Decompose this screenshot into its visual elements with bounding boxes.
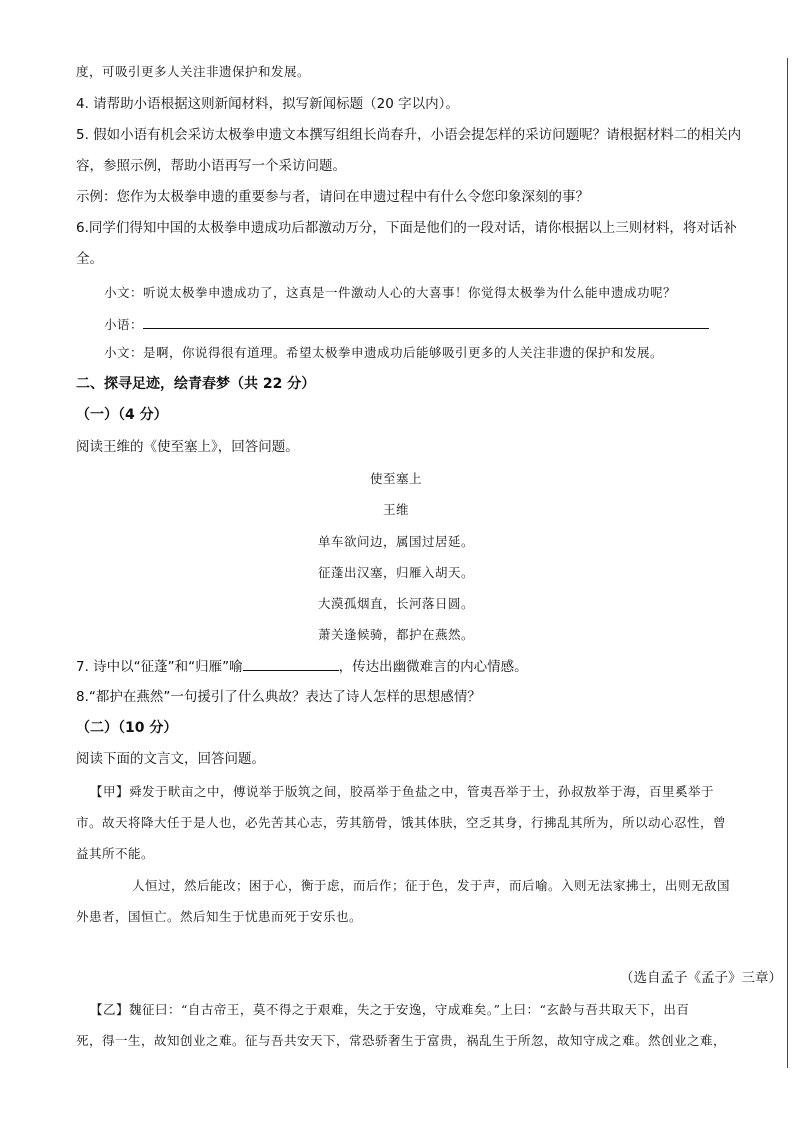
poem-author: 王维 [382, 502, 409, 517]
poem-instruction: 阅读王维的《使至塞上》，回答问题。 [76, 439, 299, 455]
dialogue-xiaoyu-label: 小语： [104, 317, 144, 332]
question-8: 8.“都护在燕然”一句援引了什么典故？表达了诗人怎样的思想感情？ [76, 689, 481, 705]
source-citation: （选自孟子《孟子》三章） [620, 970, 782, 986]
passage-yi-line: 【乙】魏征曰：“自古帝王，莫不得之于艰难，失之于安逸，守成难矣。”上曰：“玄龄与吾共取天下，出百 [90, 1002, 690, 1017]
poem-title: 使至塞上 [369, 471, 422, 486]
dialogue-xiaowen-2: 小文：是啊，你说得很有道理。希望太极拳申遗成功后能够吸引更多的人关注非遗的保护和发展。 [104, 345, 664, 360]
question-7-suffix: ，传达出幽微难言的内心情感。 [338, 659, 528, 675]
answer-blank[interactable] [243, 656, 339, 671]
subsection-2-heading: （二）（10 分） [76, 720, 178, 736]
poem-line: 萧关逢候骑，都护在燕然。 [317, 627, 474, 642]
question-4: 4. 请帮助小语根据这则新闻材料，拟写新闻标题（20 字以内）。 [76, 96, 459, 112]
classical-instruction: 阅读下面的文言文，回答问题。 [76, 751, 265, 767]
passage-jia-line: 益其所不能。 [76, 846, 155, 861]
poem-line: 征蓬出汉塞，归雁入胡天。 [317, 565, 474, 580]
question-6-cont: 全。 [76, 251, 103, 267]
subsection-1-heading: （一）（4 分） [76, 407, 168, 423]
question-5: 5. 假如小语有机会采访太极拳申遗文本撰写组组长尚春升，小语会提怎样的采访问题呢？请根据材料二的相关内 [76, 127, 742, 143]
question-7-prefix: 7. 诗中以“征蓬”和“归雁”喻 [76, 659, 243, 675]
dialogue-xiaoyu [104, 314, 764, 335]
answer-blank[interactable] [143, 314, 709, 329]
passage-jia-line: 市。故天将降大任于是人也，必先苦其心志，劳其筋骨，饿其体肤，空乏其身，行拂乱其所为，所以动心忍性，曾 [76, 815, 727, 830]
poem-line: 单车欲问边，属国过居延。 [317, 534, 474, 549]
question-7 [76, 656, 782, 677]
example-line: 示例：您作为太极拳申遗的重要参与者，请问在申遗过程中有什么令您印象深刻的事？ [76, 189, 589, 205]
question-5-cont: 容，参照示例，帮助小语再写一个采访问题。 [76, 158, 346, 174]
dialogue-xiaowen-1: 小文：听说太极拳申遗成功了，这真是一件激动人心的大喜事！你觉得太极拳为什么能申遗成功呢？ [104, 285, 677, 300]
passage-jia-line: 人恒过，然后能改；困于心，衡于虑，而后作；征于色，发于声，而后喻。入则无法家拂士，出则无敌国 [132, 878, 731, 893]
passage-jia-line: 外患者，国恒亡。然后知生于忧患而死于安乐也。 [76, 909, 363, 924]
passage-jia-line: 【甲】舜发于畎亩之中，傅说举于版筑之间，胶鬲举于鱼盐之中，管夷吾举于士，孙叔敖举于海，百里奚举于 [90, 784, 715, 799]
text-line: 度，可吸引更多人关注非遗保护和发展。 [76, 64, 311, 79]
passage-yi-line: 死，得一生，故知创业之难。征与吾共安天下，常恐骄奢生于富贵，祸乱生于所忽，故知守成之难。然创业之难， [76, 1033, 727, 1048]
section-2-heading: 二、探寻足迹，绘青春梦（共 22 分） [76, 376, 316, 392]
question-6: 6.同学们得知中国的太极拳申遗成功后都激动万分，下面是他们的一段对话，请你根据以上三则材料，将对话补 [76, 220, 737, 236]
page-right-border [787, 58, 788, 1068]
poem-line: 大漠孤烟直，长河落日圆。 [317, 596, 474, 611]
